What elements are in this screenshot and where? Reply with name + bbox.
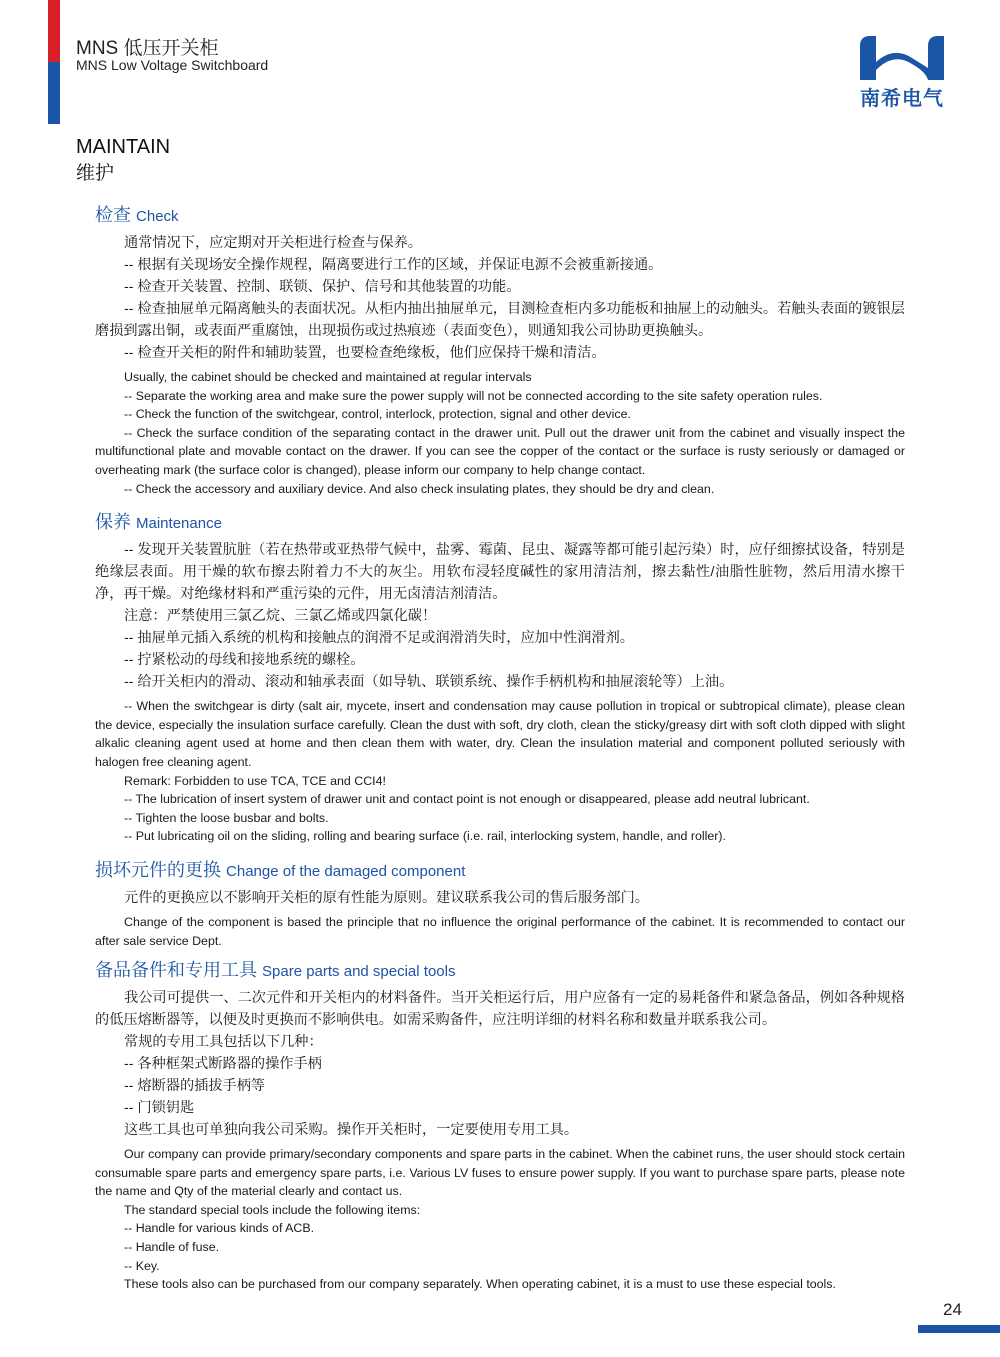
- section-heading-check: [95, 203, 905, 229]
- paragraph-en: -- Key.: [124, 1258, 160, 1273]
- heading-cn: 保养: [95, 512, 131, 533]
- paragraph-en: The standard special tools include the following items:: [124, 1202, 421, 1217]
- heading-cn: 检查: [95, 205, 131, 225]
- paragraph-en: Usually, the cabinet should be checked and maintained at regular intervals: [124, 370, 532, 384]
- paragraph-en: -- Put lubricating oil on the sliding, rolling and bearing surface (i.e. rail, interlocking system, handle, and roller).: [124, 829, 726, 844]
- heading-cn: 损坏元件的更换: [95, 859, 221, 880]
- paragraph-en: Our company can provide primary/secondary components and spare parts in the cabinet. When the cabinet runs, the user should stock certain consumable spare parts and emergency spare parts, i.e. Various LV fuses to ensure power supply. If you want to purchase spare parts, please note the name and Qty of the material clearly and contact us.: [95, 1147, 905, 1199]
- section-title-en: MAINTAIN: [76, 136, 171, 158]
- paragraph-en: -- The lubrication of insert system of drawer unit and contact point is not enough or disappeared, please add neutral lubricant.: [124, 792, 810, 807]
- paragraph-en: -- Separate the working area and make sure the power supply will not be connected according to the site safety operation rules.: [124, 388, 823, 403]
- paragraph-en: Change of the component is based the principle that no influence the original performance of the cabinet. It is recommended to contact our after sale service Dept.: [95, 914, 905, 948]
- paragraph-en: Remark: Forbidden to use TCA, TCE and CCI4!: [124, 773, 386, 788]
- blue-bar: [48, 62, 60, 124]
- paragraph-cn: -- 抽屉单元插入系统的机构和接触点的润滑不足或润滑消失时，应加中性润滑剂。: [124, 630, 634, 647]
- paragraph-cn: 通常情况下，应定期对开关柜进行检查与保养。: [124, 235, 422, 251]
- logo-text: 南希电气: [860, 86, 944, 110]
- heading-en: Change of the damaged component: [226, 862, 466, 880]
- header-title: MNS 低压开关柜: [76, 38, 219, 59]
- paragraph-cn: -- 门锁钥匙: [124, 1100, 195, 1117]
- header-subtitle: MNS Low Voltage Switchboard: [76, 57, 269, 73]
- red-bar: [48, 0, 60, 62]
- paragraph-en: -- Check the surface condition of the separating contact in the drawer unit. Pull out the drawer unit from the cabinet and visually inspect the multifunctional plate and movable contact on the drawer. If you can see the copper of the contact or the surface is rusty seriously or damaged or overheating mark (the surface color is changed), please inform our company to help change contact.: [95, 425, 905, 477]
- section-heading-maintenance: [95, 510, 905, 536]
- section-heading-change-component: [95, 858, 905, 884]
- side-color-bar: [48, 0, 60, 124]
- paragraph-cn: 元件的更换应以不影响开关柜的原有性能为原则。建议联系我公司的售后服务部门。: [124, 889, 649, 906]
- paragraph-en: -- Handle of fuse.: [124, 1240, 220, 1255]
- paragraph-en: -- Check the function of the switchgear, control, interlock, protection, signal and other device.: [124, 407, 631, 422]
- section-heading-spare-parts: [95, 958, 905, 984]
- logo-mark-icon: [856, 32, 948, 82]
- paragraph-cn: -- 拧紧松动的母线和接地系统的螺栓。: [124, 652, 365, 669]
- paragraph-en: -- Check the accessory and auxiliary device. And also check insulating plates, they should be dry and clean.: [124, 481, 715, 496]
- paragraph-cn: -- 熔断器的插拔手柄等: [124, 1078, 266, 1095]
- section-title-cn: 维护: [76, 163, 115, 184]
- paragraph-cn: -- 发现开关装置肮脏（若在热带或亚热带气候中，盐雾、霉菌、昆虫、凝露等都可能引起污染）时，应仔细擦拭设备，特别是绝缘层表面。用干燥的软布擦去附着力不大的灰尘。用软布浸轻度碱性的家用清洁剂，擦去黏性/油脂性脏物，然后用清水擦干净，再干燥。对绝缘材料和严重污染的元件，用无卤清洁剂清洁。: [95, 542, 905, 603]
- paragraph-cn: 常规的专用工具包括以下几种：: [124, 1034, 323, 1051]
- paragraph-en: These tools also can be purchased from our company separately. When operating cabinet, it is a must to use these especial tools.: [124, 1277, 836, 1292]
- heading-cn: 备品备件和专用工具: [95, 960, 257, 981]
- paragraph-cn: -- 各种框架式断路器的操作手柄: [124, 1056, 322, 1073]
- paragraph-cn: -- 根据有关现场安全操作规程，隔离要进行工作的区域，并保证电源不会被重新接通。: [124, 257, 663, 273]
- paragraph-cn: -- 检查开关柜的附件和辅助装置，也要检查绝缘板，他们应保持干燥和清洁。: [124, 345, 606, 361]
- page-number: 24: [943, 1300, 962, 1319]
- heading-en: Maintenance: [136, 515, 222, 533]
- paragraph-en: -- Handle for various kinds of ACB.: [124, 1221, 315, 1236]
- footer-accent-bar: [918, 1325, 1000, 1333]
- paragraph-cn: 注意：严禁使用三氯乙烷、三氯乙烯或四氯化碳！: [124, 608, 437, 625]
- heading-en: Spare parts and special tools: [262, 963, 456, 981]
- paragraph-cn: -- 检查开关装置、控制、联锁、保护、信号和其他装置的功能。: [124, 279, 521, 295]
- paragraph-en: -- Tighten the loose busbar and bolts.: [124, 810, 329, 825]
- paragraph-cn: 我公司可提供一、二次元件和开关柜内的材料备件。当开关柜运行后，用户应备有一定的易耗备件和紧急备品，例如各种规格的低压熔断器等，以便及时更换而不影响供电。如需采购备件，应注明详细的材料名称和数量并联系我公司。: [95, 990, 905, 1029]
- heading-en: Check: [136, 208, 179, 225]
- content-body: [95, 203, 905, 1294]
- paragraph-cn: -- 给开关柜内的滑动、滚动和轴承表面（如导轨、联锁系统、操作手柄机构和抽屉滚轮等）上油。: [124, 674, 734, 691]
- paragraph-en: -- When the switchgear is dirty (salt air, mycete, insert and condensation may cause pollution in tropical or subtropical climate), please clean the device, especially the insulation surface carefully. Clean the dust with soft, dry cloth, clean the sticky/greasy dirt with soft cloth dipped with slight alkalic cleaning agent used at home and then clean them with water, dry. Clean the insulation material and component polluted seriously with halogen free cleaning agent.: [95, 699, 905, 769]
- paragraph-cn: -- 检查抽屉单元隔离触头的表面状况。从柜内抽出抽屉单元，目测检查柜内多功能板和抽屉上的动触头。若触头表面的镀银层磨损到露出铜，或表面严重腐蚀，出现损伤或过热痕迹（表面变色），则通知我公司协助更换触头。: [95, 301, 905, 339]
- company-logo: [852, 32, 952, 112]
- paragraph-cn: 这些工具也可单独向我公司采购。操作开关柜时，一定要使用专用工具。: [124, 1122, 579, 1139]
